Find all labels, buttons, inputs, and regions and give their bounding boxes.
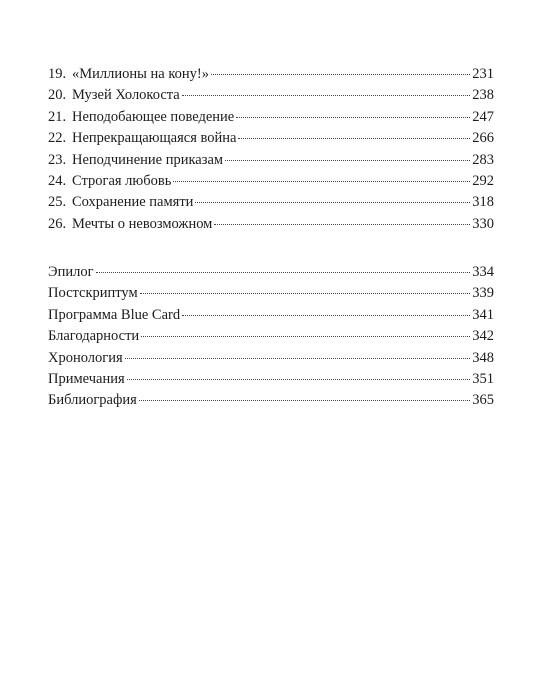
section-title: Эпилог [48,264,94,280]
toc-entry [48,85,494,106]
toc-entry [48,128,494,149]
page-number: 266 [472,130,494,147]
page-number: 365 [472,392,494,409]
page-number: 339 [472,285,494,302]
toc-entry [48,262,494,283]
chapter-number: 20. [48,87,67,104]
page-number: 334 [472,264,494,280]
dot-leader [141,335,470,337]
page-number: 318 [472,194,494,211]
page-number: 341 [472,306,494,323]
chapter-list [48,64,494,235]
section-title: Хронология [48,349,123,366]
chapter-number: 19. [48,66,67,82]
back-matter-list [48,262,494,412]
chapter-number: 21. [48,108,67,125]
toc-entry [48,326,494,347]
section-title: Библиография [48,392,137,409]
section-title: Примечания [48,370,125,387]
dot-leader [139,399,470,401]
chapter-title: Непрекращающаяся война [72,130,237,147]
section-title: Постскриптум [48,285,138,302]
page-number: 231 [472,66,494,82]
toc-entry [48,107,494,128]
section-title: Благодарности [48,328,140,345]
page-number: 292 [472,172,494,189]
dot-leader [127,378,471,380]
dot-leader [96,271,471,273]
chapter-number: 24. [48,172,67,189]
chapter-title: «Миллионы на кону!» [72,66,209,82]
dot-leader [214,223,470,225]
page-number: 330 [472,215,494,232]
toc-entry [48,192,494,213]
dot-leader [211,73,470,75]
page-number: 283 [472,151,494,168]
toc-entry [48,283,494,304]
chapter-number: 22. [48,130,67,147]
toc-entry [48,305,494,326]
chapter-title: Сохранение памяти [72,194,194,211]
dot-leader [238,137,470,139]
dot-leader [182,314,470,316]
page-number: 342 [472,328,494,345]
chapter-title: Строгая любовь [72,172,172,189]
dot-leader [125,357,471,359]
dot-leader [173,180,470,182]
chapter-title: Неподобающее поведение [72,108,235,125]
toc-entry [48,369,494,390]
dot-leader [140,292,471,294]
page-number: 348 [472,349,494,366]
toc-entry [48,390,494,411]
section-title: Программа Blue Card [48,306,181,323]
chapter-title: Неподчинение приказам [72,151,224,168]
chapter-number: 23. [48,151,67,168]
toc-entry [48,150,494,171]
page-number: 247 [472,108,494,125]
dot-leader [182,94,471,96]
toc-entry [48,214,494,235]
dot-leader [236,116,470,118]
chapter-number: 26. [48,215,67,232]
dot-leader [195,201,470,203]
toc-entry [48,348,494,369]
toc-entry [48,171,494,192]
toc-entry [48,64,494,85]
chapter-number: 25. [48,194,67,211]
dot-leader [225,159,470,161]
page-number: 238 [472,87,494,104]
chapter-title: Музей Холокоста [72,87,180,104]
page-number: 351 [472,370,494,387]
chapter-title: Мечты о невозможном [72,215,213,232]
